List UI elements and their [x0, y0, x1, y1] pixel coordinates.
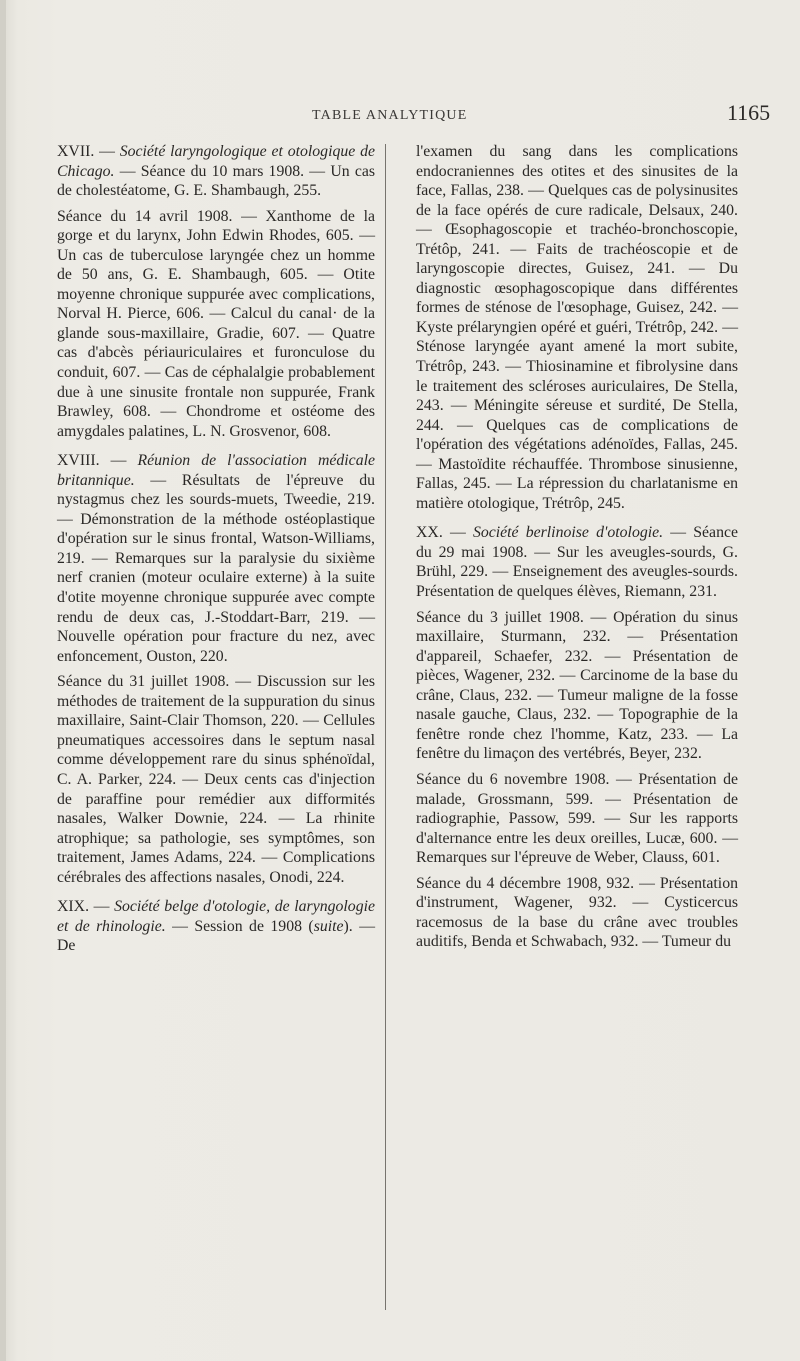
section-xviii-number: XVIII. — [57, 452, 138, 470]
section-xix [57, 897, 375, 956]
section-xx [416, 523, 738, 601]
section-xx-number: XX. — [416, 524, 473, 542]
section-xix-text-a: — Session de 1908 ( [165, 917, 314, 935]
section-xx-title: Société berlinoise d'otologie. [472, 524, 664, 542]
running-title: TABLE ANALYTIQUE [312, 108, 468, 123]
right-column [416, 142, 738, 952]
section-xix-suite: suite [313, 917, 344, 935]
section-xix-title: Société belge d'otologie, de laryngologie et de rhinologie. [57, 898, 375, 935]
section-xviii-title: Réunion de l'association médicale britannique. [57, 452, 375, 489]
section-xvii-text: — Séance du 10 mars 1908. — Un cas de cholestéatome, G. E. Shambaugh, 255. [57, 162, 375, 200]
seance-14-avril: Séance du 14 avril 1908. — Xanthome de la gorge et du larynx, John Edwin Rhodes, 605. — Un cas de tuberculose laryngée chez un homme de 50 ans, G. E. Shambaugh, 605. — Otite moyenne chronique suppurée avec complications, Norval H. Pierce, 606. — Calcul du canal· de la glande sous-maxillaire, Gradie, 607. — Quatre cas d'abcès périauriculaires et furonculose du conduit, 607. — Cas de céphalalgie probablement due à une sinusite frontale non suppurée, Frank Brawley, 608. — Chondrome et ostéome des amygdales palatines, L. N. Grosvenor, 608. [57, 207, 375, 440]
continuation-entry: l'examen du sang dans les complications endocraniennes des otites et des sinusites de la face, Fallas, 238. — Quelques cas de polysinusites de la face opérés de cure radicale, Delsaux, 240. — Œsophagoscopie et trachéo-bronchoscopie, Trétôp, 241. — Faits de trachéoscopie et de laryngoscopie directes, Guisez, 241. — Du diagnostic œsophagoscopique dans différentes formes de sténose de l'œsophage, Guisez, 242. — Kyste prélaryngien opéré et guéri, Trétrôp, 242. — Sténose laryngée ayant amené la mort subite, Trétrôp, 243. — Thiosinamine et fibrolysine dans le traitement des scléroses auriculaires, De Stella, 243. — Méningite séreuse et surdité, De Stella, 244. — Quelques cas de complications de l'opération des végétations adénoïdes, Fallas, 245. — Mastoïdite réchauffée. Thrombose sinusienne, Fallas, 245. — La répression du charlatanisme en matière otologique, Trétrôp, 245. [416, 143, 738, 512]
section-xx-text: — Séance du 29 mai 1908. — Sur les aveugles-sourds, G. Brühl, 229. — Enseignement des aveugles-sourds. Présentation de quelques élèves, Riemann, 231. [416, 524, 738, 601]
section-xvii-number: XVII. — [57, 143, 120, 160]
section-xviii [57, 451, 375, 666]
seance-3-juillet: Séance du 3 juillet 1908. — Opération du sinus maxillaire, Sturmann, 232. — Présentation d'appareil, Schaefer, 232. — Présentation de pièces, Wagener, 232. — Carcinome de la base du crâne, Claus, 232. — Tumeur maligne de la fosse nasale gauche, Claus, 232. — Topographie de la fenêtre ronde chez l'homme, Katz, 233. — La fenêtre du limaçon des vertébrés, Beyer, 232. [416, 608, 738, 763]
section-xix-text-b: ). — De [57, 917, 375, 955]
left-column [57, 142, 375, 956]
section-xvii [57, 142, 375, 201]
page-edge [0, 0, 6, 1361]
section-xix-number: XIX. — [57, 898, 115, 916]
page-number: 1165 [727, 100, 771, 125]
seance-4-decembre: Séance du 4 décembre 1908, 932. — Présentation d'instrument, Wagener, 932. — Cysticercus racemosus de la base du crâne avec troubles auditifs, Benda et Schwabach, 932. — Tumeur du [416, 874, 738, 951]
page-header [0, 100, 800, 134]
section-xvii-title: Société laryngologique et otologique de Chicago. [57, 143, 375, 180]
seance-6-novembre: Séance du 6 novembre 1908. — Présentation de malade, Grossmann, 599. — Présentation de radiographie, Passow, 599. — Sur les rapports d'alternance entre les deux oreilles, Lucæ, 600. — Remarques sur l'épreuve de Weber, Clauss, 601. [416, 770, 738, 867]
seance-31-juillet: Séance du 31 juillet 1908. — Discussion sur les méthodes de traitement de la suppuration du sinus maxillaire, Saint-Clair Thomson, 220. — Cellules pneumatiques accessoires dans le septum nasal comme développement rare du sinus sphénoïdal, C. A. Parker, 224. — Deux cents cas d'injection de paraffine pour remédier aux difformités nasales, Walker Downie, 224. — La rhinite atrophique; sa pathologie, ses symptômes, son traitement, James Adams, 224. — Complications cérébrales des affections nasales, Onodi, 224. [57, 673, 375, 886]
section-xviii-text: — Résultats de l'épreuve du nystagmus chez les sourds-muets, Tweedie, 219. — Démonstration de la méthode ostéoplastique d'opération sur le sinus frontal, Watson-Williams, 219. — Remarques sur la paralysie du sixième nerf cranien (moteur oculaire externe) à la suite d'otite moyenne chronique suppurée avec compte rendu de deux cas, J.-Stoddart-Barr, 219. — Nouvelle opération pour fracture du nez, avec enfoncement, Ouston, 220. [57, 471, 375, 665]
column-divider [385, 144, 386, 1310]
